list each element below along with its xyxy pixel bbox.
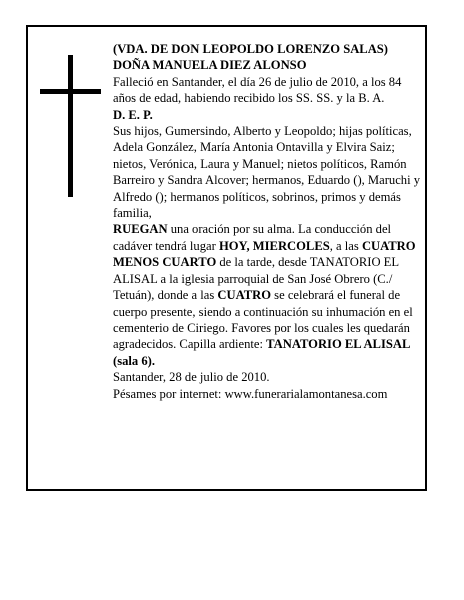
dep-line: D. E. P. <box>113 107 153 122</box>
cross-icon <box>68 55 73 197</box>
cross-icon-crossbar <box>40 89 101 94</box>
obituary-text <box>113 41 425 402</box>
family-list: Sus hijos, Gumersindo, Alberto y Leopoldo; hijas políticas, Adela González, María Antonia Ontavilla y Elvira Saiz; nietos, Verónica, Laura y Manuel; nietos políticos, Ramón Barreiro y Sandra Alcover; hermanos, Eduardo (), Maruchi y Alfredo (); hermanos políticos, sobrinos, primos y demás familia, <box>113 124 421 221</box>
date-line: Santander, 28 de julio de 2010. <box>113 370 270 385</box>
internet-line: Pésames por internet: www.funerarialamontanesa.com <box>113 386 388 401</box>
death-details: Falleció en Santander, el día 26 de julio de 2010, a los 84 años de edad, habiendo recibido los SS. SS. y la B. A. <box>113 74 402 106</box>
obituary-notice <box>26 25 427 491</box>
funeral-details: RUEGAN una oración por su alma. La conducción del cadáver tendrá lugar HOY, MIERCOLES, a las CUATRO MENOS CUARTO de la tarde, desde TANATORIO EL ALISAL a la iglesia parroquial de San José Obrero (C./ Tetuán), donde a las CUATRO se celebrará el funeral de cuerpo presente, siendo a continuación su inhumación en el cementerio de Ciriego. Favores por los cuales les quedarán agradecidos. Capilla ardiente: TANATORIO EL ALISAL (sala 6). <box>113 222 416 368</box>
deceased-name: DOÑA MANUELA DIEZ ALONSO <box>113 58 307 73</box>
widow-line: (VDA. DE DON LEOPOLDO LORENZO SALAS) <box>113 42 388 56</box>
